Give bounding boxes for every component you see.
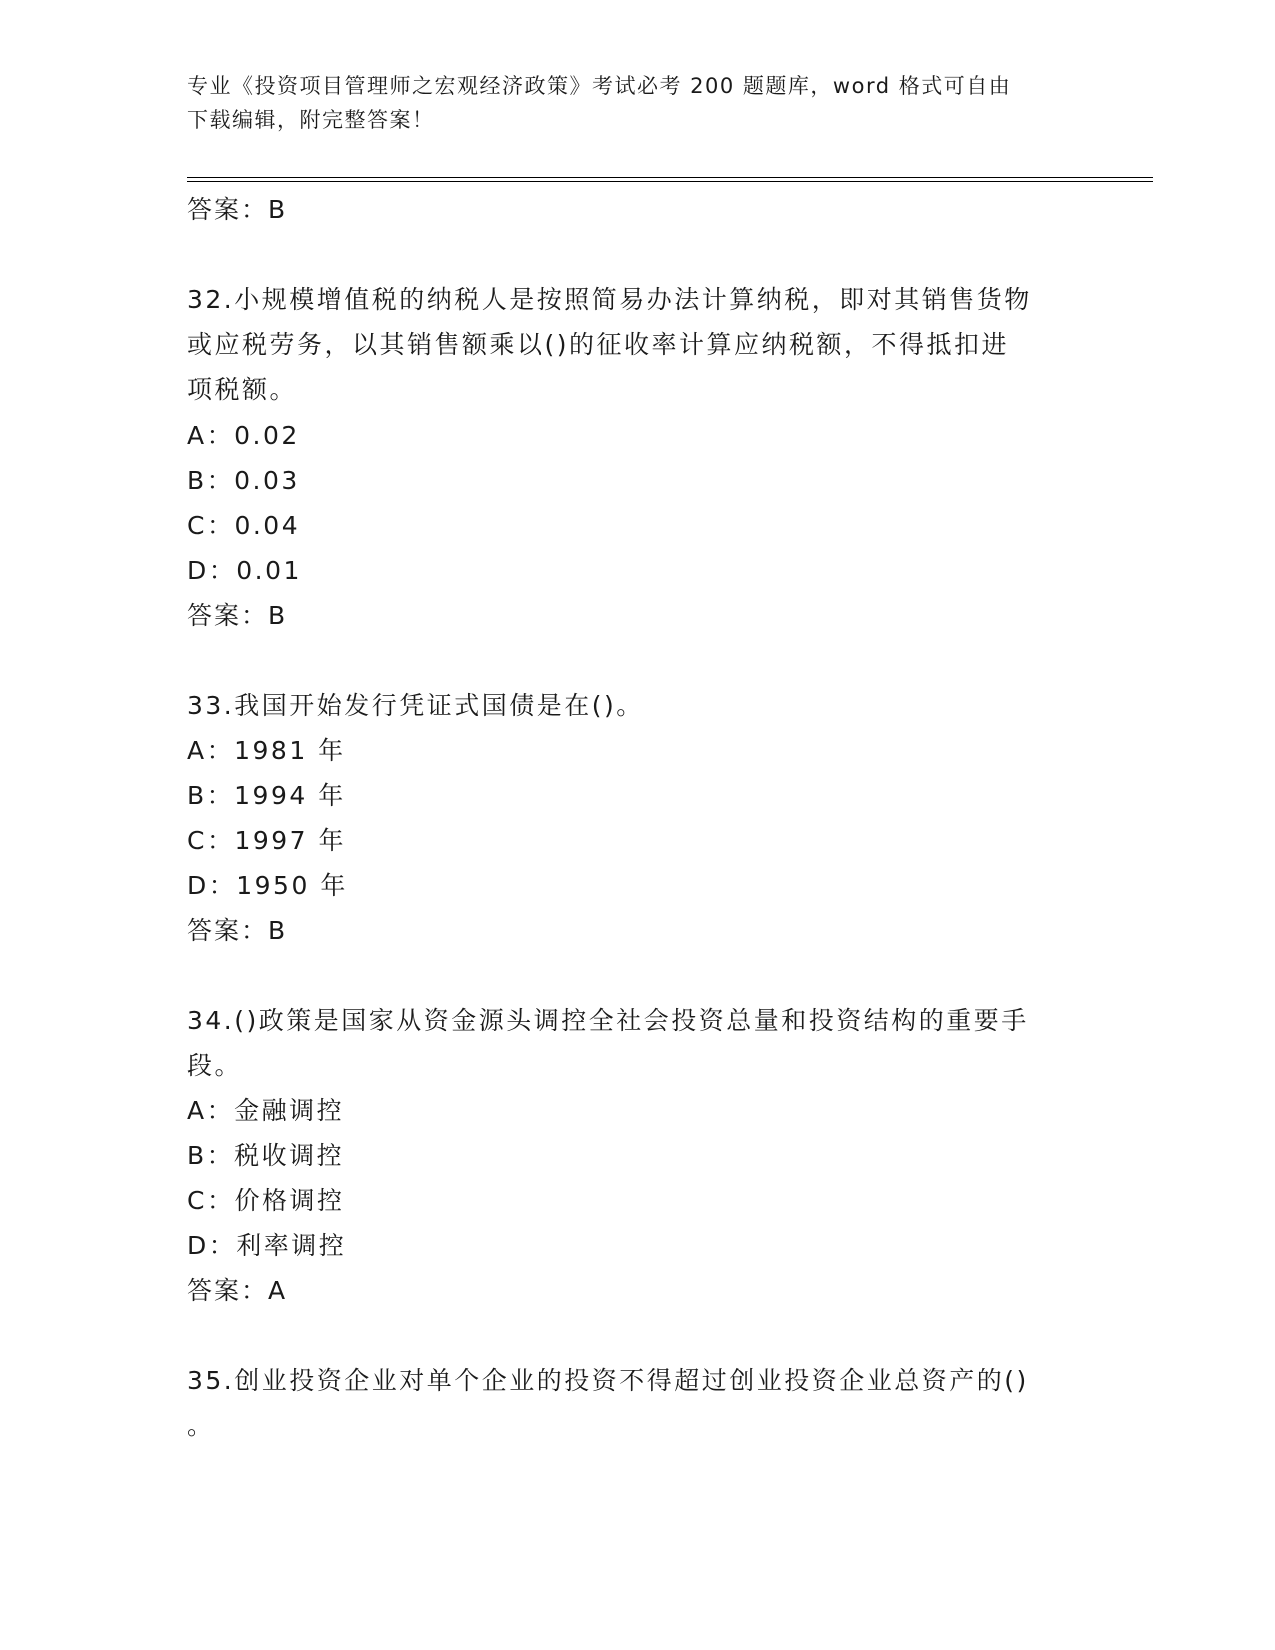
header-line-2: 下载编辑，附完整答案！ (187, 108, 435, 132)
question-34-option-c: C：价格调控 (187, 1186, 345, 1215)
question-32-answer: 答案：B (187, 601, 288, 630)
question-34-text-line-1: 34.()政策是国家从资金源头调控全社会投资总量和投资结构的重要手 (187, 1006, 1029, 1035)
question-34-option-d: D：利率调控 (187, 1231, 347, 1260)
question-33-option-c: C：1997 年 (187, 826, 347, 855)
question-33-option-b: B：1994 年 (187, 781, 346, 810)
answer-line-prev: 答案：B (187, 195, 288, 224)
question-35-text-line-1: 35.创业投资企业对单个企业的投资不得超过创业投资企业总资产的() (187, 1366, 1029, 1395)
question-34-answer: 答案：A (187, 1276, 288, 1305)
question-33-option-a: A：1981 年 (187, 736, 346, 765)
header-rule-bottom (187, 181, 1153, 182)
question-32-option-d: D：0.01 (187, 556, 302, 585)
question-35-text-line-2: 。 (187, 1411, 215, 1440)
question-33-text-line-1: 33.我国开始发行凭证式国债是在()。 (187, 691, 644, 720)
header-line-1: 专业《投资项目管理师之宏观经济政策》考试必考 200 题题库，word 格式可自由 (187, 74, 1012, 98)
question-33-answer: 答案：B (187, 916, 288, 945)
question-32-option-c: C：0.04 (187, 511, 301, 540)
question-32-text-line-3: 项税额。 (187, 375, 298, 404)
question-34-option-b: B：税收调控 (187, 1141, 345, 1170)
question-33-option-d: D：1950 年 (187, 871, 348, 900)
question-32-text-line-1: 32.小规模增值税的纳税人是按照简易办法计算纳税，即对其销售货物 (187, 285, 1032, 314)
question-32-option-b: B：0.03 (187, 466, 300, 495)
question-34-option-a: A：金融调控 (187, 1096, 345, 1125)
question-34-text-line-2: 段。 (187, 1051, 243, 1080)
question-32-option-a: A：0.02 (187, 421, 300, 450)
question-32-text-line-2: 或应税劳务，以其销售额乘以()的征收率计算应纳税额，不得抵扣进 (187, 330, 1010, 359)
header-rule-top (187, 177, 1153, 178)
